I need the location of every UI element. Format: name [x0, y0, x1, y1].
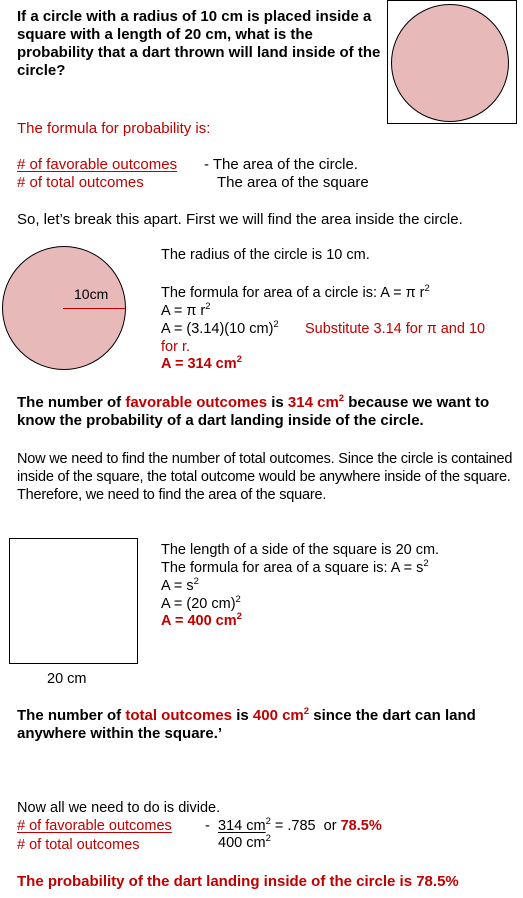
circle-substitution-line: A = (3.14)(10 cm)$^2$: [161, 319, 279, 337]
circle-figure: [2, 246, 126, 370]
total-outcomes-paragraph: Now we need to find the number of total outcomes. Since the circle is contained inside of the square, the total outcome would be anywhere inside of the square. Therefore, we need to find the area of the square.: [17, 451, 513, 503]
substitution-note-line1: Substitute 3.14 for π and 10: [305, 321, 486, 337]
square-side-label: 20 cm: [47, 671, 87, 687]
square-substitution-line: A = (20 cm)$^2$: [161, 594, 241, 612]
inscribed-circle: [391, 4, 509, 122]
divide-denominator: # of total outcomes: [17, 837, 140, 853]
numerator-description: - The area of the circle.: [204, 156, 358, 173]
square-formula-line: $A = s^2$: [161, 576, 199, 594]
divide-dash: -: [205, 818, 210, 834]
fraction-denominator: # of total outcomes: [17, 174, 144, 191]
formula-intro: The formula for probability is:: [17, 120, 211, 137]
divide-intro: Now all we need to do is divide.: [17, 800, 221, 816]
radius-label: 10cm: [74, 286, 109, 302]
circle-formula-line: A = π $r^2$: [161, 301, 211, 319]
conclusion-text: The probability of the dart landing inside of the circle is 78.5%: [17, 873, 459, 890]
square-circle-figure: [387, 0, 517, 124]
square-area-result: A = 400 $cm^2$: [161, 611, 242, 629]
square-figure: [9, 538, 138, 664]
substitution-note-line2: for r.: [161, 339, 191, 355]
radius-line: [63, 308, 125, 309]
question-text: If a circle with a radius of 10 cm is placed inside a square with a length of 20 cm, what is the probability that a dart thrown will land inside of the circle?: [17, 8, 381, 79]
square-side-text: The length of a side of the square is 20 cm.: [161, 542, 440, 558]
circle-radius-text: The radius of the circle is 10 cm.: [161, 247, 370, 263]
circle-area-result: A = 314 $cm^2$: [161, 354, 242, 372]
divide-equation: 314 $cm^2 = .785$ or 78.5%: [218, 816, 382, 834]
total-outcomes-result-paragraph: The number of total outcomes is 400 $cm^2$ since the dart can land anywhere within the square.’: [17, 706, 476, 742]
breakdown-text: So, let’s break this apart. First we will find the area inside the circle.: [17, 211, 463, 228]
denominator-description: The area of the square: [217, 174, 369, 191]
square-formula-text: The formula for area of a square is: $A = s^2$: [161, 558, 429, 576]
circle-formula-text: The formula for area of a circle is: A = π $r^2$: [161, 283, 430, 301]
fraction-numerator: # of favorable outcomes: [17, 156, 178, 173]
divide-denominator-value: 400 $cm^2$: [218, 833, 271, 851]
divide-numerator: # of favorable outcomes: [17, 818, 172, 834]
favorable-outcomes-paragraph: The number of favorable outcomes is 314 $cm^2$ because we want to know the probability of a dart landing inside of the circle.: [17, 393, 490, 429]
